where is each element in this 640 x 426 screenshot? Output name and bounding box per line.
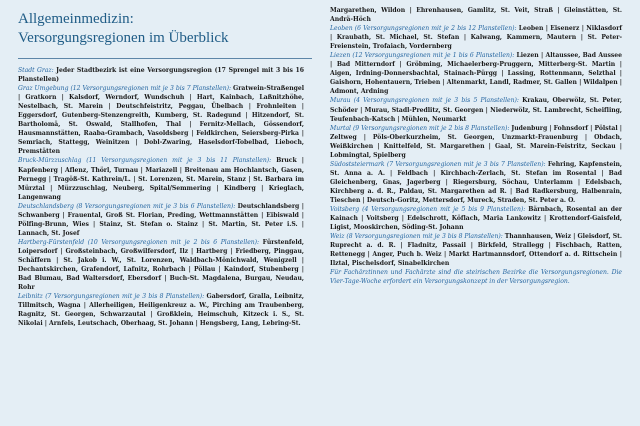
region-heading: Murtal (9 Versorgungsregionen mit je 2 bis 8 Planstellen):: [330, 124, 512, 132]
region-entry-murau: [330, 96, 622, 123]
region-heading: Murau (4 Versorgungsregionen mit je 3 bis 5 Planstellen):: [330, 97, 523, 105]
region-entry-weiz: [330, 232, 622, 268]
region-places: Deutschlandsberg | Schwanberg | Frauental, Groß St. Florian, Preding, Wettmannstätten | Eibiswald | Pölfing-Brunn, Wies | Stainz, St. Stefan o. Stainz | St. Martin, St. Peter i.S. | Lannach, St. Josef: [18, 202, 305, 237]
region-heading: Leibnitz (7 Versorgungsregionen mit je 3 bis 8 Planstellen):: [18, 293, 207, 301]
region-entry-leibnitz: [18, 292, 304, 328]
region-places: Jeder Stadtbezirk ist eine Versorgungsregion (17 Sprengel mit 3 bis 16 Planstellen): [18, 67, 304, 84]
region-heading: Graz Umgebung (12 Versorgungsregionen mit je 3 bis 7 Planstellen):: [18, 85, 234, 93]
region-places: Gabersdorf, Gralla, Leibnitz, Tillmitsch, Wagna | Allerheiligen, Heiligenkreuz a. W., Pirching am Traubenberg, Ragnitz, St. Georgen, Schwarzautal | Großklein, Heimschuh, Kitzeck i. S., St. Nikolai | Arnfels, Leutschach, Oberhaag, St. Johann | Hengsberg, Lang, Lebring-St.: [18, 293, 304, 328]
region-heading: Bruck-Mürzzuschlag (11 Versorgungsregionen mit je 3 bis 11 Planstellen):: [18, 157, 277, 165]
region-places: Thannhausen, Weiz | Gleisdorf, St. Ruprecht a. d. R. | Fladnitz, Passail | Birkfeld, Strallegg | Fischbach, Ratten, Rettenegg | Anger, Puch b. Weiz | Markt Hartmannsdorf, Ottendorf a. d. Rittschein | Ilztal, Pischelsdorf, Sinabelkirchen: [330, 233, 622, 268]
title-divider: [18, 58, 312, 59]
region-heading: Hartberg-Fürstenfeld (10 Versorgungsregionen mit je 2 bis 6 Planstellen):: [18, 238, 263, 246]
region-places: Krakau, Oberwölz, St. Peter, Schöder | Murau, Stadl-Predlitz, St. Georgen | Niederwölz, St. Lambrecht, Scheifling, Teufenbach-Katsch | Mühlen, Neumarkt: [330, 97, 622, 123]
region-places: Bruck | Kapfenberg | Aflenz, Thörl, Turnau | Mariazell | Breitenau am Hochlantsch, Gasen, Pernegg | Tragöß-St. Kathrein/L. | St. Lorenzen, St. Marein, Stanz | St. Barbara im Mürztal | Mürzzuschlag, Neuberg, Spital/Semmering | Kindberg | Krieglach, Langenwang: [18, 157, 304, 201]
region-heading: Leoben (6 Versorgungsregionen mit je 2 bis 12 Planstellen):: [330, 25, 519, 33]
region-heading: Liezen (12 Versorgungsregionen mit je 1 bis 6 Planstellen):: [330, 52, 517, 60]
region-heading: Südoststeiermark (7 Versorgungsregionen mit je 3 bis 7 Planstellen):: [330, 160, 548, 168]
page-title: [18, 10, 318, 48]
region-heading: Stadt Graz:: [18, 67, 57, 74]
region-heading: Weiz (8 Versorgungsregionen mit je 3 bis 8 Planstellen):: [330, 233, 505, 241]
right-column: [330, 6, 622, 286]
region-places: Liezen | Altaussee, Bad Aussee | Bad Mitterndorf | Gröbming, Michaelerberg-Pruggern, Mitterberg-St. Martin | Aigen, Irdning-Donnersbachtal, Stainach-Pürgg | Lassing, Rottenmann, Selzthal | Gaishorn, Hohentauern, Trieben | Altenmarkt, Landl, Radmer, St. Gallen | Wildalpen | Admont, Ardning: [330, 52, 622, 96]
left-column: [18, 66, 304, 328]
region-heading: Voitsberg (4 Versorgungsregionen mit je 5 bis 9 Planstellen):: [330, 206, 529, 214]
region-places: Gratwein-Straßengel | Gratkorn | Kalsdorf, Werndorf, Wundschuh | Hart, Kainbach, Laßnitzhöhe, Nestelbach, St. Marein | Deutschfeistritz, Peggau, Übelbach | Frohnleiten | Eggersdorf, Gutenberg-Stenzengreith, Kumberg, St. Radegund | Hitzendorf, St. Bartholomä, St. Oswald, Stallhofen, Thal | Fernitz-Mellach, Gössendorf, Hausmannstätten, Raaba-Grambach, Vasoldsberg | Feldkirchen, Seiersberg-Pirka | Semriach, Stattegg, Weinitzen | Dobl-Zwaring, Haselsdorf-Tobelbad, Lieboch, Premstätten: [18, 85, 304, 156]
region-places: Leoben | Eisenerz | Niklasdorf | Kraubath, St. Michael, St. Stefan | Kalwang, Kammern, Mautern | St. Peter-Freienstein, Trofaiach, Vordernberg: [330, 25, 622, 51]
region-entry-graz-umgebung: [18, 84, 304, 156]
region-heading: Deutschlandsberg (8 Versorgungsregionen mit je 3 bis 6 Planstellen):: [18, 202, 238, 210]
region-entry-suedoststeiermark: [330, 160, 622, 205]
region-places: Fehring, Kapfenstein, St. Anna a. A. | Feldbach | Kirchbach-Zerlach, St. Stefan im Rosental | Bad Gleichenberg, Gnas, Jagerberg | Riegersburg, Söchau, Unterlamm | Edelsbach, Kirchberg a. d. R., Paldau, St. Margarethen ad R. | Bad Radkersburg, Halbenrain, Tieschen | Deutsch-Goritz, Mettersdorf, Mureck, Straden, St. Peter a. O.: [330, 160, 623, 204]
region-places: Margarethen, Wildon | Ehrenhausen, Gamlitz, St. Veit, Straß | Gleinstätten, St. Andrä-Höch: [330, 7, 622, 24]
page-title-line-2: Versorgungsregionen im Überblick: [18, 30, 229, 46]
region-entry-leibnitz-continued: [330, 6, 622, 24]
region-places: Bärnbach, Rosental an der Kainach | Voitsberg | Edelschrott, Köflach, Maria Lankowitz | Krottendorf-Gaisfeld, Ligist, Mooskirchen, Söding-St. Johann: [330, 206, 622, 232]
region-entry-leoben: [330, 24, 622, 51]
region-entry-voitsberg: [330, 205, 622, 232]
region-entry-murtal: [330, 124, 622, 160]
region-entry-deutschlandsberg: [18, 202, 304, 238]
region-places: Fürstenfeld, Loipersdorf | Großsteinbach, Großwilfersdorf, Ilz | Hartberg | Friedberg, Pinggau, Schäffern | St. Jakob i. W., St. Lorenzen, Waldbach-Mönichwald, Wenigzell | Dechantskirchen, Grafendorf, Lafnitz, Rohrbach | Pöllau | Kaindorf, Stubenberg | Bad Blumau, Bad Waltersdorf, Ebersdorf | Buch-St. Magdalena, Burgau, Neudau, Rohr: [18, 238, 304, 292]
page-title-line-1: Allgemeinmedizin:: [18, 11, 134, 27]
region-entry-liezen: [330, 51, 622, 96]
specialist-note: Für Fachärztinnen und Fachärzte sind die steirischen Bezirke die Versorgungsregionen. Die Vier-Tage-Woche erfordert ein Versorgungskonzept in der Versorgungsregion.: [330, 269, 622, 286]
region-entry-hartberg-fuerstenfeld: [18, 238, 304, 292]
region-entry-stadt-graz: [18, 66, 304, 84]
region-places: Judenburg | Fohnsdorf | Pölstal | Zeltweg | Pöls-Oberkurzheim, St. Georgen, Unzmarkt-Frauenburg | Obdach, Weißkirchen | Knittelfeld, St. Margarethen | Gaal, St. Marein-Feistritz, Seckau | Lobmingtal, Spielberg: [330, 124, 622, 159]
region-entry-bruck-muerzzuschlag: [18, 156, 304, 201]
